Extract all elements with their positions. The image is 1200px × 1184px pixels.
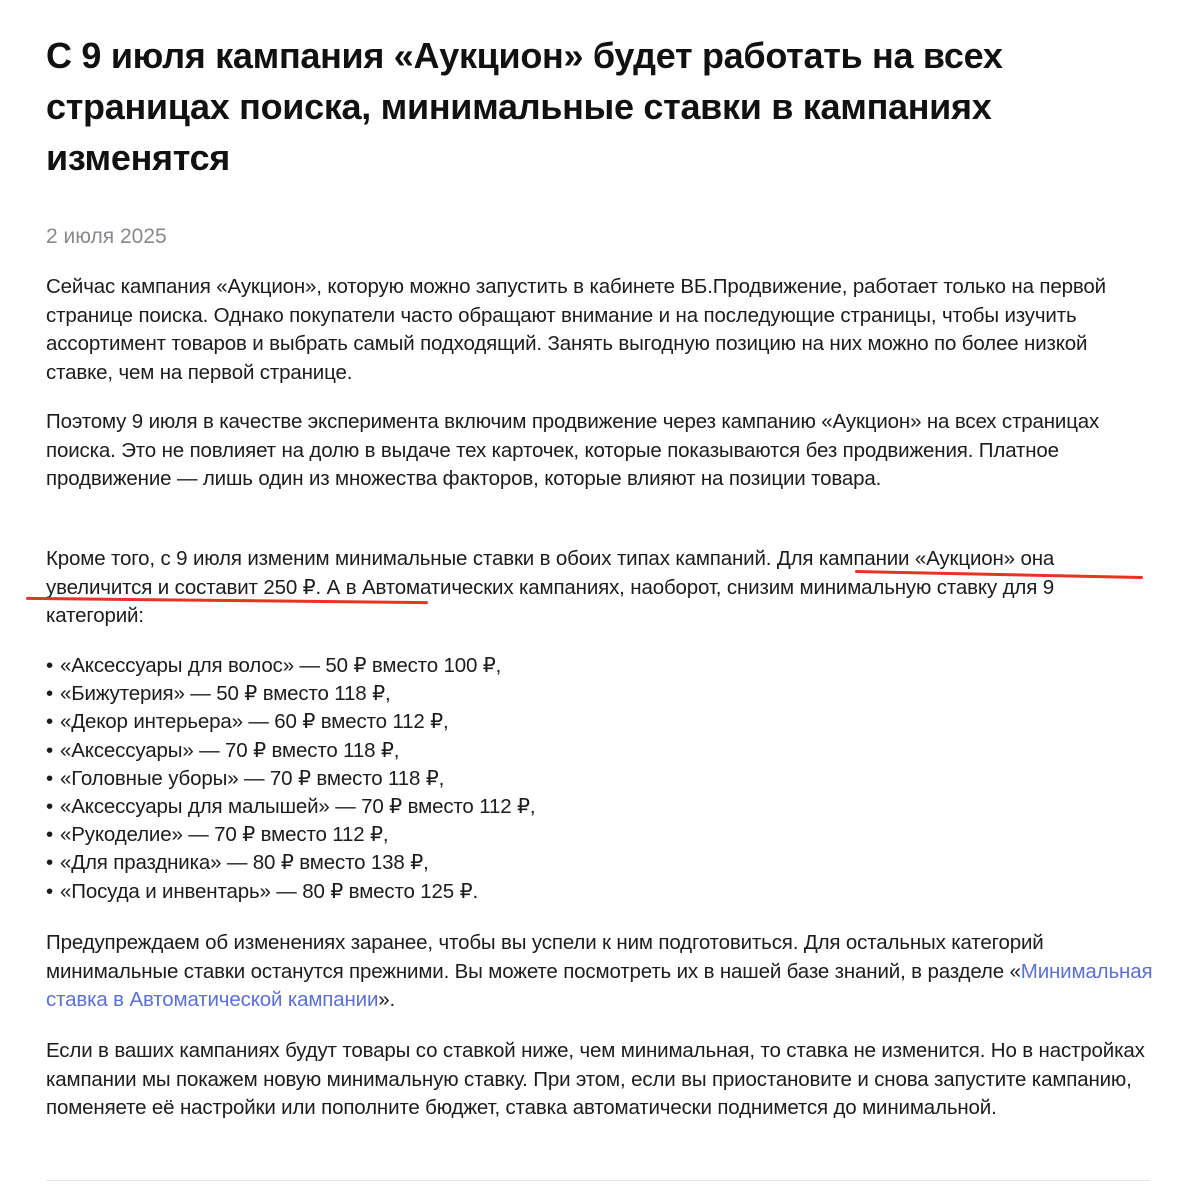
paragraph-text: Предупреждаем об изменениях заранее, чтобы вы успели к ним подготовиться. Для остальных категорий минимальные ставки останутся прежними. Вы можете посмотреть их в нашей базе знаний, в разделе «: [46, 931, 1044, 983]
paragraph-bid-note: Если в ваших кампаниях будут товары со ставкой ниже, чем минимальная, то ставка не изменится. Но в настройках кампании мы покажем новую минимальную ставку. При этом, если вы приостановите и снова запустите кампанию, поменяете её настройки или пополните бюджет, ставка автоматически поднимется до минимальной.: [46, 1039, 1145, 1119]
article: [46, 0, 1156, 1119]
paragraph-intro: Сейчас кампания «Аукцион», которую можно запустить в кабинете ВБ.Продвижение, работает только на первой странице поиска. Однако покупатели часто обращают внимание и на последующие страницы, чтобы изучить ассортимент товаров и выбрать самый подходящий. Занять выгодную позицию на них можно по более низкой ставке, чем на первой странице.: [46, 275, 1106, 384]
category-list: [46, 652, 535, 906]
divider: [46, 1180, 1150, 1181]
knowledge-base-link[interactable]: Минимальная ставка в Автоматической кампании: [46, 959, 1153, 1011]
list-item: • «Рукоделие» — 70 ₽ вместо 112 ₽,: [46, 821, 535, 849]
list-item: • «Декор интерьера» — 60 ₽ вместо 112 ₽,: [46, 708, 535, 736]
paragraph-min-bids: Кроме того, с 9 июля изменим минимальные ставки в обоих типах кампаний. Для кампании «Аукцион» она увеличится и составит 250 ₽. А в Автоматических кампаниях, наоборот, снизим минимальную ставку для 9 категорий:: [46, 547, 1055, 627]
list-item: • «Аксессуары для малышей» — 70 ₽ вместо 112 ₽,: [46, 793, 535, 821]
paragraph-text: ».: [378, 988, 396, 1011]
list-item: • «Посуда и инвентарь» — 80 ₽ вместо 125 ₽.: [46, 878, 535, 906]
list-item: • «Бижутерия» — 50 ₽ вместо 118 ₽,: [46, 680, 535, 708]
list-item: • «Головные уборы» — 70 ₽ вместо 118 ₽,: [46, 765, 535, 793]
article-title: С 9 июля кампания «Аукцион» будет работать на всех страницах поиска, минимальные ставки в кампаниях изменятся: [46, 35, 1003, 178]
paragraph-experiment: Поэтому 9 июля в качестве эксперимента включим продвижение через кампанию «Аукцион» на всех страницах поиска. Это не повлияет на долю в выдаче тех карточек, которые показываются без продвижения. Платное продвижение — лишь один из множества факторов, которые влияют на позиции товара.: [46, 410, 1100, 490]
list-item: • «Аксессуары для волос» — 50 ₽ вместо 100 ₽,: [46, 652, 535, 680]
list-item: • «Для праздника» — 80 ₽ вместо 138 ₽,: [46, 849, 535, 877]
paragraph-advance-notice: [46, 929, 1156, 1015]
article-date: 2 июля 2025: [46, 225, 167, 248]
list-item: • «Аксессуары» — 70 ₽ вместо 118 ₽,: [46, 737, 535, 765]
